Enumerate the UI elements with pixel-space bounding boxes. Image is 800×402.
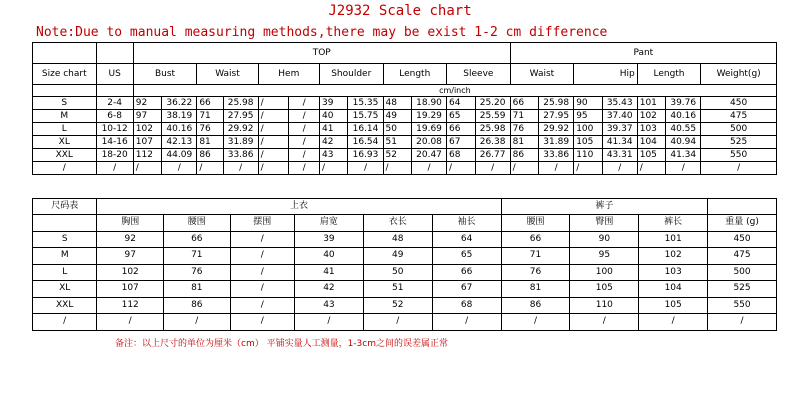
table-cell: 86 <box>510 149 538 162</box>
table-cell: / <box>348 162 383 175</box>
table-cell: / <box>258 97 289 110</box>
table-row <box>33 297 777 314</box>
table-cell: 42 <box>319 136 347 149</box>
table-cell: / <box>289 110 320 123</box>
table-cell: 450 <box>701 97 777 110</box>
table-cell: 103 <box>639 264 708 281</box>
cn-size-label: 尺码表 <box>33 199 97 215</box>
table-cell: / <box>475 162 510 175</box>
table-cell: / <box>197 162 223 175</box>
table-cell: 40.16 <box>666 110 701 123</box>
table-cell: / <box>637 162 665 175</box>
table-cell: / <box>289 97 320 110</box>
table-cell: / <box>230 264 294 281</box>
table-cell: 107 <box>97 281 164 298</box>
blank-cell <box>33 85 97 97</box>
table-cell: 102 <box>97 264 164 281</box>
cn-header-pant-length: 裤长 <box>639 215 708 232</box>
table-cell: 43.31 <box>602 149 637 162</box>
unit-label: cm/inch <box>133 85 776 97</box>
table-cell: 71 <box>197 110 223 123</box>
table-cell: 42.13 <box>162 136 197 149</box>
chart-title: J2932 Scale chart <box>328 3 472 19</box>
table-cell: 550 <box>701 149 777 162</box>
header-size-chart: Size chart <box>33 64 97 85</box>
table-cell: 110 <box>570 297 639 314</box>
table-cell: 66 <box>197 97 223 110</box>
table-cell: 104 <box>637 136 665 149</box>
table-cell: 31.89 <box>539 136 574 149</box>
header-shoulder: Shoulder <box>319 64 383 85</box>
table-cell: 16.14 <box>348 123 383 136</box>
table-cell: 41 <box>319 123 347 136</box>
table-cell: / <box>230 314 294 331</box>
table-cell: / <box>295 314 364 331</box>
table-cell: 475 <box>701 110 777 123</box>
measurement-note: Note:Due to manual measuring methods,there may be exist 1-2 cm difference <box>36 25 608 40</box>
table-cell: 48 <box>383 97 411 110</box>
table-cell: 86 <box>197 149 223 162</box>
table-row <box>33 314 777 331</box>
table-cell: L <box>33 264 97 281</box>
table-cell: 39.37 <box>602 123 637 136</box>
table-row <box>33 264 777 281</box>
cn-header-shoulder: 肩宽 <box>295 215 364 232</box>
table-cell: 29.92 <box>539 123 574 136</box>
table-cell: 41.34 <box>602 136 637 149</box>
table-cell: 25.59 <box>475 110 510 123</box>
table-cell: 550 <box>708 297 777 314</box>
table-cell: 31.89 <box>223 136 258 149</box>
table-cell: 42 <box>295 281 364 298</box>
table-cell: 104 <box>639 281 708 298</box>
header-weight: Weight(g) <box>701 64 777 85</box>
table-cell: 19.69 <box>412 123 447 136</box>
table-cell: 16.54 <box>348 136 383 149</box>
table-cell: / <box>258 162 289 175</box>
table-cell: / <box>289 123 320 136</box>
table-cell: 101 <box>637 97 665 110</box>
table-cell: 68 <box>432 297 501 314</box>
cn-group-top: 上衣 <box>97 199 501 215</box>
table-cell: / <box>230 248 294 265</box>
table-cell: / <box>289 149 320 162</box>
table-row <box>33 110 777 123</box>
table-cell: 15.75 <box>348 110 383 123</box>
table-cell: 2-4 <box>96 97 133 110</box>
cn-header-waist: 腰围 <box>164 215 231 232</box>
table-cell: 102 <box>637 110 665 123</box>
cn-header-hem: 摆围 <box>230 215 294 232</box>
table-cell: M <box>33 248 97 265</box>
table-cell: 20.08 <box>412 136 447 149</box>
table-cell: / <box>33 314 97 331</box>
blank-cell <box>708 199 777 215</box>
cn-header-sleeve: 袖长 <box>432 215 501 232</box>
header-hip: Hip <box>574 64 638 85</box>
table-cell: 67 <box>447 136 475 149</box>
group-pant: Pant <box>510 43 776 64</box>
table-cell: 105 <box>574 136 602 149</box>
table-cell: 50 <box>383 123 411 136</box>
blank-cell <box>33 215 97 232</box>
table-row <box>33 97 777 110</box>
table-cell: / <box>258 136 289 149</box>
table-cell: 40 <box>295 248 364 265</box>
table-cell: 38.19 <box>162 110 197 123</box>
table-row <box>33 123 777 136</box>
blank-cell <box>96 43 133 64</box>
table-cell: 66 <box>432 264 501 281</box>
table-cell: 49 <box>363 248 432 265</box>
header-length: Length <box>383 64 447 85</box>
table-cell: 105 <box>570 281 639 298</box>
table-cell: 95 <box>570 248 639 265</box>
table-cell: / <box>539 162 574 175</box>
table-cell: / <box>164 314 231 331</box>
table-cell: / <box>289 162 320 175</box>
table-cell: 27.95 <box>539 110 574 123</box>
header-bust: Bust <box>133 64 197 85</box>
table-cell: 6-8 <box>96 110 133 123</box>
table-cell: 25.98 <box>475 123 510 136</box>
table-cell: 66 <box>510 97 538 110</box>
table-cell: 39 <box>295 231 364 248</box>
table-cell: 450 <box>708 231 777 248</box>
table-cell: 66 <box>501 231 570 248</box>
table-cell: 66 <box>164 231 231 248</box>
table-cell: 64 <box>447 97 475 110</box>
table-cell: 81 <box>197 136 223 149</box>
table-cell: 92 <box>133 97 161 110</box>
table-cell: 40.94 <box>666 136 701 149</box>
table-cell: 15.35 <box>348 97 383 110</box>
table-cell: 86 <box>164 297 231 314</box>
group-top: TOP <box>133 43 510 64</box>
table-cell: / <box>708 314 777 331</box>
table-cell: / <box>574 162 602 175</box>
table-cell: 92 <box>97 231 164 248</box>
table-cell: 14-16 <box>96 136 133 149</box>
table-cell: / <box>432 314 501 331</box>
table-cell: 39 <box>319 97 347 110</box>
table-cell: 48 <box>363 231 432 248</box>
table-cell: / <box>701 162 777 175</box>
table-cell: 29.92 <box>223 123 258 136</box>
table-cell: 81 <box>164 281 231 298</box>
table-cell: 112 <box>133 149 161 162</box>
table-cell: 81 <box>510 136 538 149</box>
header-pant-length: Length <box>637 64 701 85</box>
table-cell: XXL <box>33 297 97 314</box>
table-cell: / <box>258 149 289 162</box>
table-cell: 26.77 <box>475 149 510 162</box>
table-cell: 66 <box>447 123 475 136</box>
table-cell: L <box>33 123 97 136</box>
table-cell: / <box>33 162 97 175</box>
table-cell: / <box>162 162 197 175</box>
table-cell: 51 <box>383 136 411 149</box>
table-cell: 33.86 <box>539 149 574 162</box>
table-cell: 102 <box>133 123 161 136</box>
table-row <box>33 231 777 248</box>
cn-header-hip: 臀围 <box>570 215 639 232</box>
table-cell: 102 <box>639 248 708 265</box>
header-sleeve: Sleeve <box>447 64 511 85</box>
table-cell: 76 <box>164 264 231 281</box>
table-cell: M <box>33 110 97 123</box>
chinese-size-table <box>32 198 777 331</box>
table-row <box>33 162 777 175</box>
table-cell: 37.40 <box>602 110 637 123</box>
table-cell: XL <box>33 136 97 149</box>
table-row <box>33 248 777 265</box>
table-cell: / <box>510 162 538 175</box>
table-cell: S <box>33 231 97 248</box>
table-cell: 95 <box>574 110 602 123</box>
table-cell: 86 <box>501 297 570 314</box>
table-cell: 25.20 <box>475 97 510 110</box>
table-cell: / <box>363 314 432 331</box>
table-row <box>33 281 777 298</box>
table-cell: / <box>383 162 411 175</box>
table-cell: S <box>33 97 97 110</box>
table-cell: 40.55 <box>666 123 701 136</box>
header-us: US <box>96 64 133 85</box>
table-cell: 25.98 <box>539 97 574 110</box>
table-cell: / <box>319 162 347 175</box>
table-cell: 40.16 <box>162 123 197 136</box>
table-cell: / <box>96 162 133 175</box>
table-cell: 52 <box>363 297 432 314</box>
table-cell: 39.76 <box>666 97 701 110</box>
table-cell: 76 <box>510 123 538 136</box>
table-cell: 18.90 <box>412 97 447 110</box>
table-cell: 105 <box>637 149 665 162</box>
table-cell: 90 <box>570 231 639 248</box>
header-hem: Hem <box>258 64 319 85</box>
table-cell: 67 <box>432 281 501 298</box>
table-cell: 475 <box>708 248 777 265</box>
table-cell: 68 <box>447 149 475 162</box>
table-cell: 65 <box>447 110 475 123</box>
table-cell: / <box>97 314 164 331</box>
footnote: 备注：以上尺寸的单位为厘米（cm） 平铺实量人工测量，1-3cm之间的误差属正常 <box>115 339 448 349</box>
table-cell: 103 <box>637 123 665 136</box>
table-cell: / <box>639 314 708 331</box>
table-cell: 33.86 <box>223 149 258 162</box>
table-cell: 26.38 <box>475 136 510 149</box>
table-cell: 49 <box>383 110 411 123</box>
table-cell: XXL <box>33 149 97 162</box>
table-cell: / <box>447 162 475 175</box>
table-cell: 35.43 <box>602 97 637 110</box>
table-row <box>33 149 777 162</box>
table-cell: 10-12 <box>96 123 133 136</box>
table-cell: XL <box>33 281 97 298</box>
table-cell: 20.47 <box>412 149 447 162</box>
table-cell: 16.93 <box>348 149 383 162</box>
table-cell: / <box>223 162 258 175</box>
cn-group-pant: 裤子 <box>501 199 708 215</box>
table-cell: 25.98 <box>223 97 258 110</box>
table-cell: 27.95 <box>223 110 258 123</box>
cn-header-weight: 重量 (g) <box>708 215 777 232</box>
table-cell: 110 <box>574 149 602 162</box>
table-cell: 41.34 <box>666 149 701 162</box>
table-cell: 112 <box>97 297 164 314</box>
table-row <box>33 136 777 149</box>
table-cell: 65 <box>432 248 501 265</box>
table-cell: 81 <box>501 281 570 298</box>
table-cell: 500 <box>701 123 777 136</box>
table-cell: 18-20 <box>96 149 133 162</box>
table-cell: / <box>258 123 289 136</box>
table-cell: 525 <box>708 281 777 298</box>
table-cell: / <box>289 136 320 149</box>
table-cell: 51 <box>363 281 432 298</box>
table-cell: 43 <box>319 149 347 162</box>
table-cell: / <box>133 162 161 175</box>
cn-header-bust: 胸围 <box>97 215 164 232</box>
table-cell: 43 <box>295 297 364 314</box>
table-cell: 71 <box>164 248 231 265</box>
table-cell: / <box>230 297 294 314</box>
table-cell: 97 <box>97 248 164 265</box>
header-waist: Waist <box>197 64 258 85</box>
blank-cell <box>96 85 133 97</box>
table-cell: 36.22 <box>162 97 197 110</box>
table-cell: / <box>258 110 289 123</box>
table-cell: / <box>412 162 447 175</box>
table-cell: 100 <box>574 123 602 136</box>
table-cell: 90 <box>574 97 602 110</box>
table-cell: 44.09 <box>162 149 197 162</box>
table-cell: / <box>602 162 637 175</box>
table-cell: 500 <box>708 264 777 281</box>
table-cell: 97 <box>133 110 161 123</box>
table-cell: 525 <box>701 136 777 149</box>
english-size-table <box>32 42 777 175</box>
table-cell: 101 <box>639 231 708 248</box>
table-cell: 76 <box>501 264 570 281</box>
table-cell: 52 <box>383 149 411 162</box>
table-cell: / <box>230 281 294 298</box>
table-cell: 19.29 <box>412 110 447 123</box>
table-cell: 71 <box>510 110 538 123</box>
table-cell: 105 <box>639 297 708 314</box>
header-pant-waist: Waist <box>510 64 574 85</box>
cn-header-pant-waist: 腰围 <box>501 215 570 232</box>
table-cell: / <box>666 162 701 175</box>
table-cell: 40 <box>319 110 347 123</box>
table-cell: 64 <box>432 231 501 248</box>
table-cell: 100 <box>570 264 639 281</box>
table-cell: / <box>501 314 570 331</box>
table-cell: 41 <box>295 264 364 281</box>
cn-header-length: 衣长 <box>363 215 432 232</box>
table-cell: 107 <box>133 136 161 149</box>
table-cell: / <box>230 231 294 248</box>
table-cell: 76 <box>197 123 223 136</box>
blank-cell <box>33 43 97 64</box>
table-cell: / <box>570 314 639 331</box>
table-cell: 71 <box>501 248 570 265</box>
table-cell: 50 <box>363 264 432 281</box>
